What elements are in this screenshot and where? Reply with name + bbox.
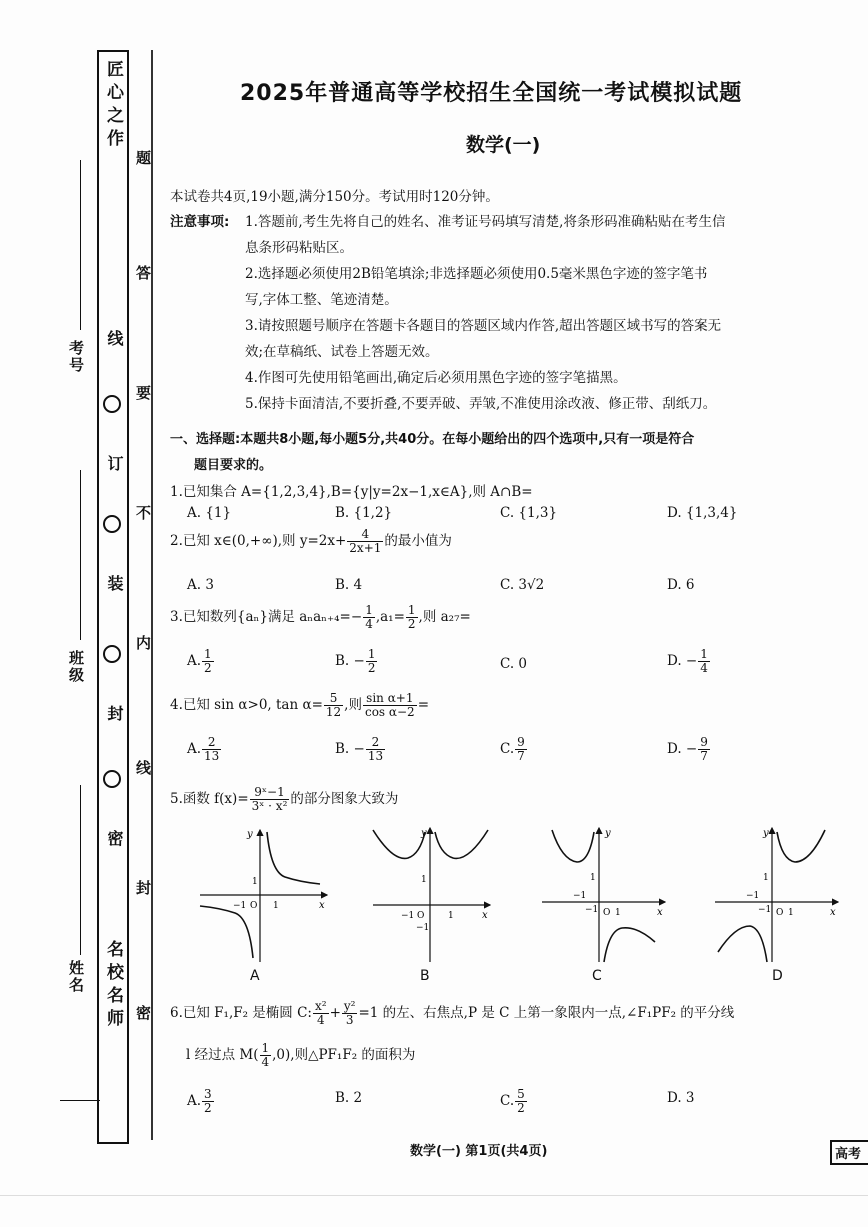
svg-text:1: 1 [448, 911, 454, 921]
svg-text:1: 1 [273, 901, 279, 911]
q6-stem-line1: 6.已知 F₁,F₂ 是椭圆 C: $\frac{\text{x²}}{4}$ + $\frac{\text{y²}}{3}$ =1 的左、右焦点,P 是 C 上第一象限内一点,∠F₁PF₂ 的平分线 [170, 999, 735, 1027]
note-line-3: 2.选择题必须使用2B铅笔填涂;非选择题必须使用0.5毫米黑色字迹的签字笔书 [245, 266, 708, 282]
q4-option-c: C. $\frac{9}{7}$ [500, 735, 525, 763]
note-line-1: 1.答题前,考生先将自己的姓名、准考证号码填写清楚,将条形码准确粘贴在考生信 [245, 214, 726, 230]
svg-text:x: x [482, 910, 488, 921]
q4-stem: 4.已知 sin α>0, tan α= $\frac{5}{12}$ ,则 $\frac{\text{sin α+1}}{\text{cos α−2}}$ = [170, 691, 429, 719]
svg-text:−1: −1 [401, 911, 415, 921]
margin-tick [60, 1100, 100, 1101]
svg-text:x: x [830, 907, 836, 918]
inner-word-1: 题 [134, 150, 152, 171]
q2-option-b: B. 4 [335, 577, 363, 593]
svg-text:−1: −1 [758, 905, 772, 915]
section-heading-line2: 题目要求的。 [194, 458, 273, 473]
exam-no-label: 考号 [67, 340, 85, 374]
q5-graph-c [537, 822, 677, 967]
note-line-5: 3.请按照题号顺序在答题卡各题目的答题区域内作答,超出答题区域书写的答案无 [245, 318, 722, 334]
svg-text:1: 1 [615, 908, 621, 918]
q3-stem: 3.已知数列{aₙ}满足 aₙaₙ₊₄=− $\frac{1}{4}$ ,a₁= $\frac{1}{2}$ ,则 a₂₇= [170, 603, 471, 631]
section-heading-line1: 一、选择题:本题共8小题,每小题5分,共40分。在每小题给出的四个选项中,只有一项是符合 [170, 432, 695, 447]
note-line-8: 5.保持卡面清洁,不要折叠,不要弄破、弄皱,不准使用涂改液、修正带、刮纸刀。 [245, 396, 717, 412]
page-subtitle: 数学(一) [466, 134, 541, 156]
svg-text:1: 1 [590, 873, 596, 883]
svg-text:−1: −1 [573, 891, 587, 901]
exam-no-line [80, 160, 81, 330]
q5-label-b: B [420, 968, 430, 984]
svg-text:y: y [247, 829, 253, 840]
note-line-2: 息条形码粘贴区。 [245, 240, 353, 256]
svg-text:−1: −1 [585, 905, 599, 915]
class-label: 班级 [67, 650, 85, 684]
svg-text:1: 1 [421, 875, 427, 885]
q2-fraction: $\frac{4}{2x+1}$ [349, 527, 382, 555]
svg-text:x: x [657, 907, 663, 918]
seal-word-zhuang: 装 [105, 575, 124, 597]
q1-option-c: C. {1,3} [500, 505, 558, 521]
svg-text:1: 1 [763, 873, 769, 883]
q5-label-d: D [772, 968, 783, 984]
inner-word-2: 答 [134, 265, 152, 286]
q1-option-d: D. {1,3,4} [667, 505, 738, 521]
margin-school-label: 名校名师 [103, 940, 123, 1032]
intro-text: 本试卷共4页,19小题,满分150分。考试用时120分钟。 [170, 189, 499, 205]
inner-word-3: 要 [134, 385, 152, 406]
svg-text:y: y [605, 828, 611, 839]
note-line-6: 效;在草稿纸、试卷上答题无效。 [245, 344, 439, 360]
q6-option-d: D. 3 [667, 1090, 695, 1106]
q1-stem: 1.已知集合 A={1,2,3,4},B={y|y=2x−1,x∈A},则 A∩B= [170, 484, 533, 500]
seal-word-xian: 线 [105, 330, 124, 352]
seal-word-mi: 密 [105, 830, 124, 852]
svg-text:O: O [417, 911, 425, 921]
q2-option-c: C. 3√2 [500, 577, 545, 593]
q6-option-a: A. $\frac{3}{2}$ [187, 1087, 212, 1115]
seal-circle-2 [103, 515, 121, 537]
corner-badge: 高考 [830, 1140, 868, 1165]
q6-stem-line2: l 经过点 M( $\frac{1}{4}$ ,0),则△PF₁F₂ 的面积为 [186, 1041, 416, 1069]
q5-graph-a [195, 822, 335, 967]
q3-option-d: D. − $\frac{1}{4}$ [667, 647, 708, 675]
page-footer: 数学(一) 第1页(共4页) [410, 1144, 548, 1159]
q1-option-b: B. {1,2} [335, 505, 393, 521]
q4-option-a: A. $\frac{2}{13}$ [187, 735, 220, 763]
inner-word-5: 内 [134, 635, 152, 656]
svg-text:O: O [250, 901, 258, 911]
svg-text:−1: −1 [416, 923, 430, 933]
inner-word-6: 线 [134, 760, 152, 781]
seal-circle-4 [103, 770, 121, 792]
svg-text:y: y [763, 828, 769, 839]
q5-label-a: A [250, 968, 260, 984]
inner-word-7: 封 [134, 880, 152, 901]
margin-rule [151, 50, 153, 1140]
svg-text:x: x [319, 900, 325, 911]
q3-option-b: B. − $\frac{1}{2}$ [335, 647, 376, 675]
svg-text:y: y [421, 828, 427, 839]
q2-stem: 2.已知 x∈(0,+∞),则 y=2x+ $\frac{4}{2x+1}$ 的最小值为 [170, 527, 452, 555]
svg-text:O: O [603, 908, 611, 918]
page-bottom-edge [0, 1195, 868, 1196]
svg-text:1: 1 [788, 908, 794, 918]
notes-label: 注意事项: [170, 214, 230, 230]
seal-circle-1 [103, 395, 121, 417]
svg-text:O: O [776, 908, 784, 918]
name-label: 姓名 [67, 960, 85, 994]
seal-word-feng: 封 [105, 705, 124, 727]
page-title: 2025年普通高等学校招生全国统一考试模拟试题 [240, 81, 743, 106]
q3-option-a: A. $\frac{1}{2}$ [187, 647, 212, 675]
q2-option-a: A. 3 [187, 577, 214, 593]
class-line [80, 470, 81, 640]
q5-graph-d [710, 822, 850, 967]
note-line-4: 写,字体工整、笔迹清楚。 [245, 292, 398, 308]
note-line-7: 4.作图可先使用铅笔画出,确定后必须用黑色字迹的签字笔描黑。 [245, 370, 627, 386]
q6-option-c: C. $\frac{5}{2}$ [500, 1087, 525, 1115]
seal-word-ding: 订 [105, 455, 124, 477]
svg-text:1: 1 [252, 877, 258, 887]
q5-graph-b [368, 822, 508, 967]
q4-option-d: D. − $\frac{9}{7}$ [667, 735, 708, 763]
inner-word-4: 不 [134, 505, 152, 526]
q5-stem: 5.函数 f(x)= $\frac{\text{9ˣ−1}}{\text{3ˣ · x²}}$ 的部分图象大致为 [170, 785, 399, 813]
svg-text:−1: −1 [233, 901, 247, 911]
margin-banner: 匠心之作 [103, 60, 123, 152]
name-line [80, 785, 81, 955]
q2-option-d: D. 6 [667, 577, 695, 593]
svg-text:−1: −1 [746, 891, 760, 901]
inner-word-8: 密 [134, 1005, 152, 1026]
q6-option-b: B. 2 [335, 1090, 363, 1106]
q5-label-c: C [592, 968, 602, 984]
q1-option-a: A. {1} [187, 505, 232, 521]
seal-circle-3 [103, 645, 121, 667]
q4-option-b: B. − $\frac{2}{13}$ [335, 735, 384, 763]
q3-option-c: C. 0 [500, 656, 528, 672]
